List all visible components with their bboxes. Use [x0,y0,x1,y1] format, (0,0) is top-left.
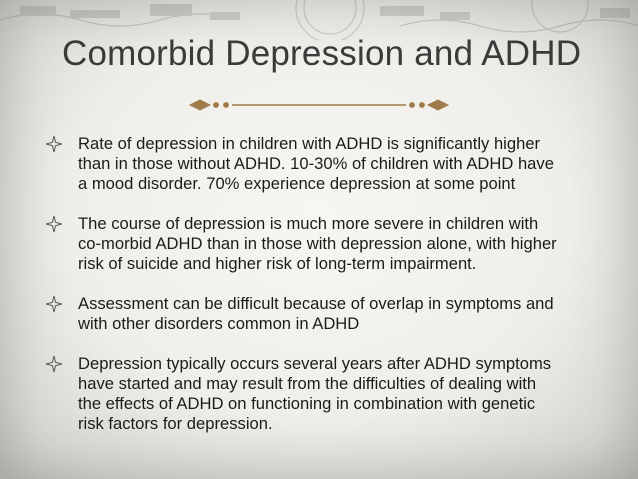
bullet-text: Depression typically occurs several years after ADHD symptoms have started and may result from the difficulties of dealing with the effects of ADHD on functioning in combination with genetic risk factors for depression. [78,354,552,433]
four-point-star-icon [46,136,62,152]
ornamental-divider-icon [186,96,452,114]
bullet-text: Rate of depression in children with ADHD is significantly higher than in those without ADHD. 10-30% of children with ADHD have a mood disorder. 70% experience depression at some point [78,134,554,193]
list-item [44,294,614,334]
four-point-star-icon [46,356,62,372]
bullet-list [44,134,614,454]
bullet-text: The course of depression is much more severe in children with co-morbid ADHD than in those with depression alone, with higher risk of suicide and higher risk of long-term impairment. [78,214,557,273]
list-item [44,214,614,274]
bullet-text: Assessment can be difficult because of overlap in symptoms and with other disorders common in ADHD [78,294,554,333]
list-item [44,354,614,434]
four-point-star-icon [46,296,62,312]
slide-title: Comorbid Depression and ADHD [62,34,582,73]
list-item [44,134,614,194]
four-point-star-icon [46,216,62,232]
